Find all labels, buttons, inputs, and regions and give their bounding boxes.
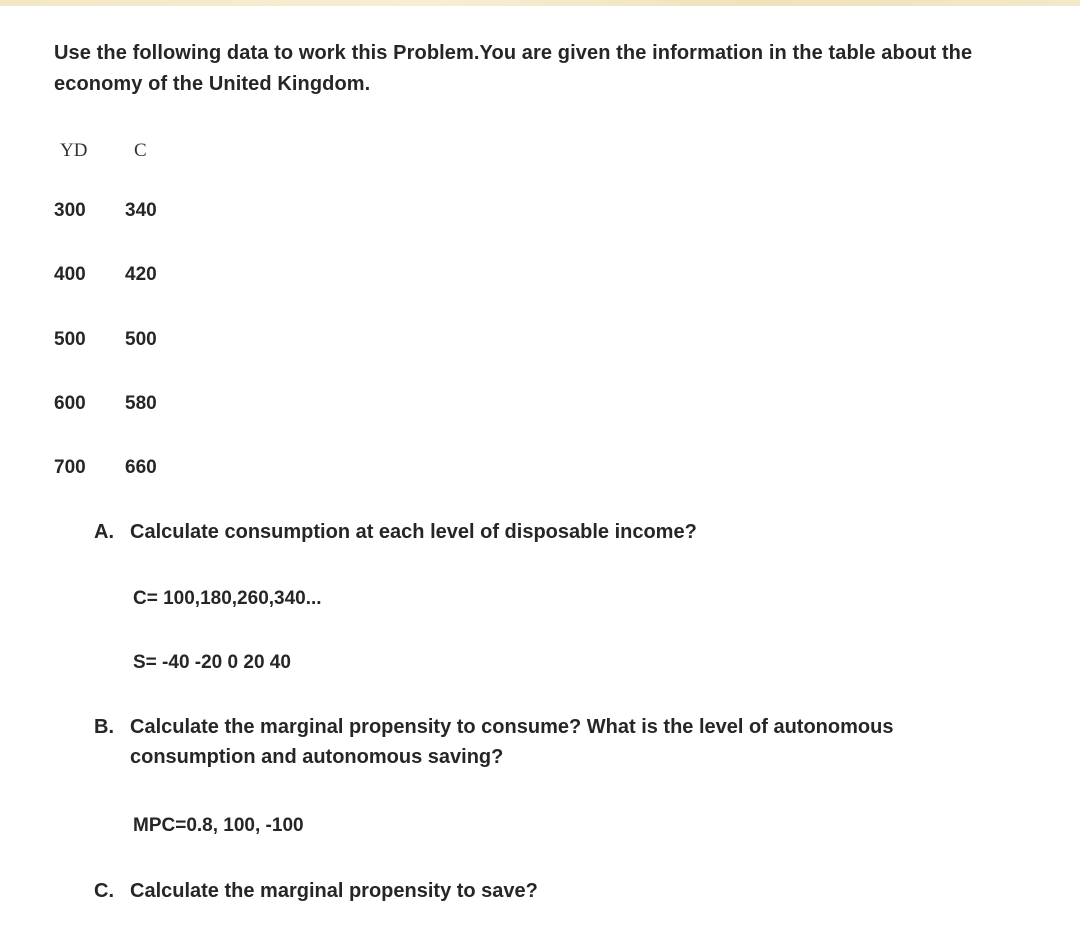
question-marker: B. <box>94 716 114 738</box>
question-b <box>94 712 894 768</box>
table-cell-yd: 300 <box>54 200 86 221</box>
table-cell-c: 580 <box>125 393 157 414</box>
problem-intro: Use the following data to work this Problem.You are given the information in the table about the economy of the United Kingdom. <box>54 42 973 95</box>
table-cell-yd: 400 <box>54 264 86 285</box>
table-cell-c: 500 <box>125 329 157 350</box>
table-header-c: C <box>134 140 147 161</box>
question-c <box>94 876 538 906</box>
table-header-yd: YD <box>60 140 88 161</box>
table-cell-yd: 600 <box>54 393 86 414</box>
question-text: Calculate the marginal propensity to save? <box>130 880 538 902</box>
table-cell-c: 660 <box>125 457 157 478</box>
question-text: Calculate consumption at each level of disposable income? <box>130 521 697 543</box>
top-border-strip <box>0 0 1080 6</box>
answer-saving: S= -40 -20 0 20 40 <box>133 652 291 673</box>
table-cell-c: 420 <box>125 264 157 285</box>
table-cell-yd: 500 <box>54 329 86 350</box>
question-text: Calculate the marginal propensity to consume? What is the level of autonomous consumption and autonomous saving? <box>130 716 894 768</box>
question-a <box>94 517 697 547</box>
table-cell-c: 340 <box>125 200 157 221</box>
answer-mpc: MPC=0.8, 100, -100 <box>133 815 304 836</box>
answer-consumption: C= 100,180,260,340... <box>133 588 322 609</box>
question-marker: C. <box>94 880 114 902</box>
table-cell-yd: 700 <box>54 457 86 478</box>
question-marker: A. <box>94 521 114 543</box>
